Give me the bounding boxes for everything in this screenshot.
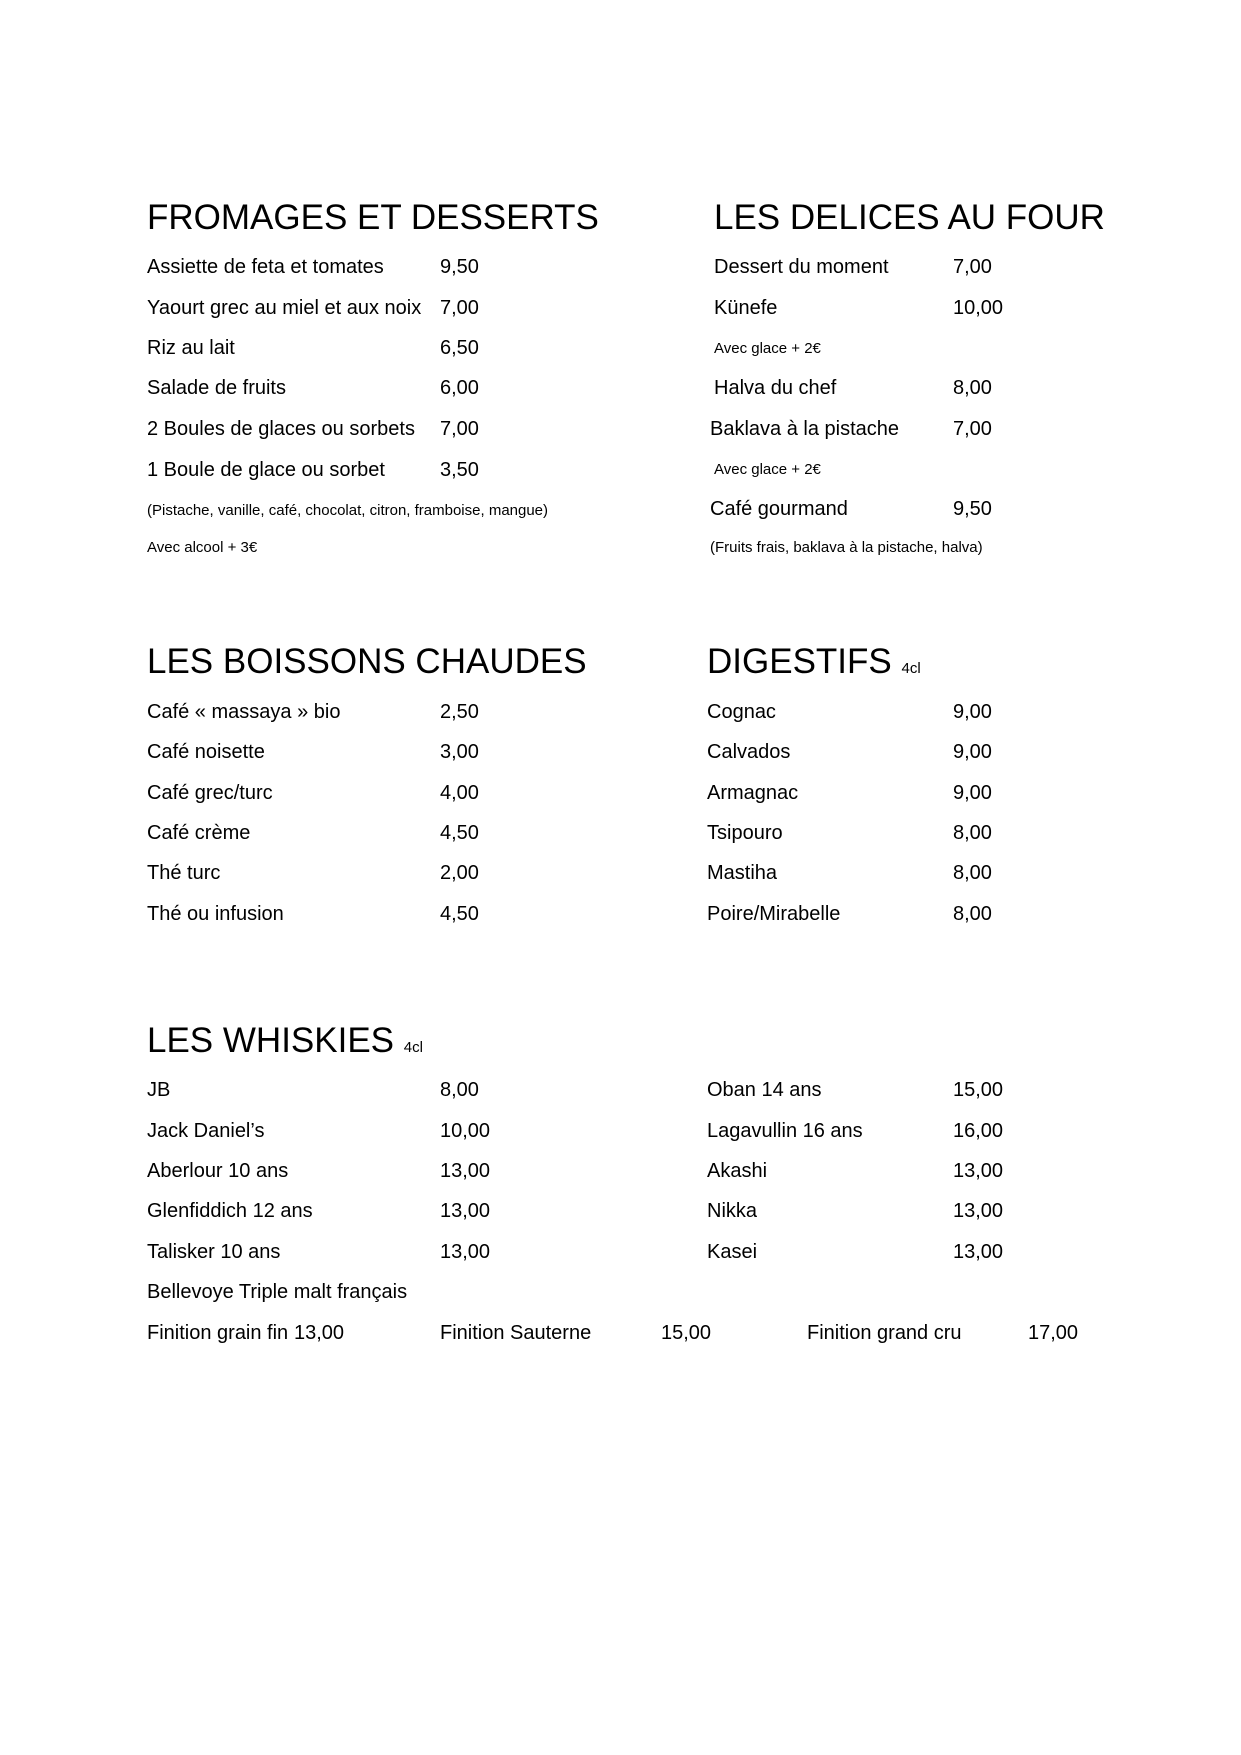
menu-item-name: 2 Boules de glaces ou sorbets	[147, 418, 415, 440]
menu-item-price: 17,00	[1028, 1322, 1079, 1344]
menu-item-name: Lagavullin 16 ans	[707, 1120, 863, 1142]
menu-item-name: Thé turc	[147, 862, 221, 884]
menu-item-price: 2,00	[440, 862, 479, 884]
menu-item-name: Café gourmand	[710, 498, 848, 520]
menu-item-name: Künefe	[714, 297, 778, 319]
menu-item-price: 8,00	[953, 903, 992, 925]
menu-item-price: 8,00	[440, 1079, 479, 1101]
menu-item-price: 6,50	[440, 337, 479, 359]
menu-item-name: Assiette de feta et tomates	[147, 256, 384, 278]
menu-item-name: Finition grain fin	[147, 1322, 289, 1344]
menu-item-name: Mastiha	[707, 862, 778, 884]
menu-item-price: 15,00	[661, 1322, 712, 1344]
menu-item-price: 7,00	[953, 418, 992, 440]
menu-item-price: 13,00	[440, 1200, 491, 1222]
menu-item-price: 16,00	[953, 1120, 1004, 1142]
menu-item-name: Glenfiddich 12 ans	[147, 1200, 313, 1222]
menu-item-price: 13,00	[440, 1241, 491, 1263]
menu-item-price: 8,00	[953, 862, 992, 884]
menu-note-gourmand: (Fruits frais, baklava à la pistache, halva)	[710, 539, 983, 556]
section-unit-whiskies: 4cl	[403, 1039, 423, 1056]
menu-item-name: Tsipouro	[707, 822, 783, 844]
menu-item-name: Salade de fruits	[147, 377, 286, 399]
menu-item-price: 15,00	[953, 1079, 1004, 1101]
menu-item-price: 6,00	[440, 377, 479, 399]
menu-item-name: Nikka	[707, 1200, 758, 1222]
menu-item-name: Dessert du moment	[714, 256, 889, 278]
menu-item-price: 7,00	[440, 297, 479, 319]
section-title-fromages: FROMAGES ET DESSERTS	[147, 198, 599, 237]
menu-item-name: Kasei	[707, 1241, 758, 1263]
menu-item-price: 13,00	[953, 1241, 1004, 1263]
menu-item-name: Poire/Mirabelle	[707, 903, 841, 925]
menu-note-alcohol: Avec alcool + 3€	[147, 539, 258, 556]
section-title-boissons: LES BOISSONS CHAUDES	[147, 642, 587, 681]
menu-item-price: 7,00	[953, 256, 992, 278]
menu-item-price: 8,00	[953, 822, 992, 844]
menu-item-price: 8,00	[953, 377, 992, 399]
menu-item-name: Riz au lait	[147, 337, 235, 359]
menu-item-name: Café « massaya » bio	[147, 701, 341, 723]
menu-item-name: Café crème	[147, 822, 251, 844]
menu-item-name: 1 Boule de glace ou sorbet	[147, 459, 385, 481]
section-title-delices: LES DELICES AU FOUR	[714, 198, 1105, 237]
menu-item-price: 9,00	[953, 782, 992, 804]
section-title-digestifs	[707, 643, 921, 688]
menu-item-price: 9,50	[953, 498, 992, 520]
menu-item-price: 9,50	[440, 256, 479, 278]
section-title-digestifs-text: DIGESTIFS	[707, 642, 892, 681]
menu-item-name: Jack Daniel’s	[147, 1120, 265, 1142]
menu-item-name: Akashi	[707, 1160, 768, 1182]
section-unit-digestifs: 4cl	[901, 660, 921, 677]
menu-item-name: Calvados	[707, 741, 791, 763]
menu-item-name: Halva du chef	[714, 377, 837, 399]
menu-item-price: 3,00	[440, 741, 479, 763]
menu-item-name: Finition Sauterne	[440, 1322, 592, 1344]
menu-item-price: 13,00	[953, 1200, 1004, 1222]
menu-item-price: 2,50	[440, 701, 479, 723]
menu-item-price: 4,50	[440, 822, 479, 844]
menu-item-price: 10,00	[440, 1120, 491, 1142]
menu-item-price: 13,00	[953, 1160, 1004, 1182]
menu-item-name: Yaourt grec au miel et aux noix	[147, 297, 422, 319]
menu-item-price: 4,00	[440, 782, 479, 804]
menu-item-price: 7,00	[440, 418, 479, 440]
menu-item-name: Armagnac	[707, 782, 799, 804]
menu-item-name: Baklava à la pistache	[710, 418, 900, 440]
menu-item-name: Finition grand cru	[807, 1322, 962, 1344]
menu-item-price: 10,00	[953, 297, 1004, 319]
menu-item-price: 3,50	[440, 459, 479, 481]
menu-note-flavors: (Pistache, vanille, café, chocolat, citron, framboise, mangue)	[147, 502, 549, 519]
menu-note-kunefe: Avec glace + 2€	[714, 340, 821, 357]
menu-item-name: Café noisette	[147, 741, 265, 763]
menu-item-price: 4,50	[440, 903, 479, 925]
menu-item-name: Café grec/turc	[147, 782, 273, 804]
menu-item-price: 9,00	[953, 701, 992, 723]
menu-item-name: Thé ou infusion	[147, 903, 284, 925]
menu-item-name: Oban 14 ans	[707, 1079, 822, 1101]
menu-item-name: JB	[147, 1079, 171, 1101]
menu-note-baklava: Avec glace + 2€	[714, 461, 821, 478]
section-title-whiskies-text: LES WHISKIES	[147, 1021, 395, 1060]
menu-item-name: Talisker 10 ans	[147, 1241, 281, 1263]
menu-item-name: Cognac	[707, 701, 776, 723]
menu-item-price: 13,00	[294, 1322, 345, 1344]
menu-item-bellevoye: Bellevoye Triple malt français	[147, 1281, 408, 1303]
menu-item-price: 9,00	[953, 741, 992, 763]
section-title-whiskies	[147, 1022, 423, 1067]
menu-item-name: Aberlour 10 ans	[147, 1160, 289, 1182]
menu-item-price: 13,00	[440, 1160, 491, 1182]
